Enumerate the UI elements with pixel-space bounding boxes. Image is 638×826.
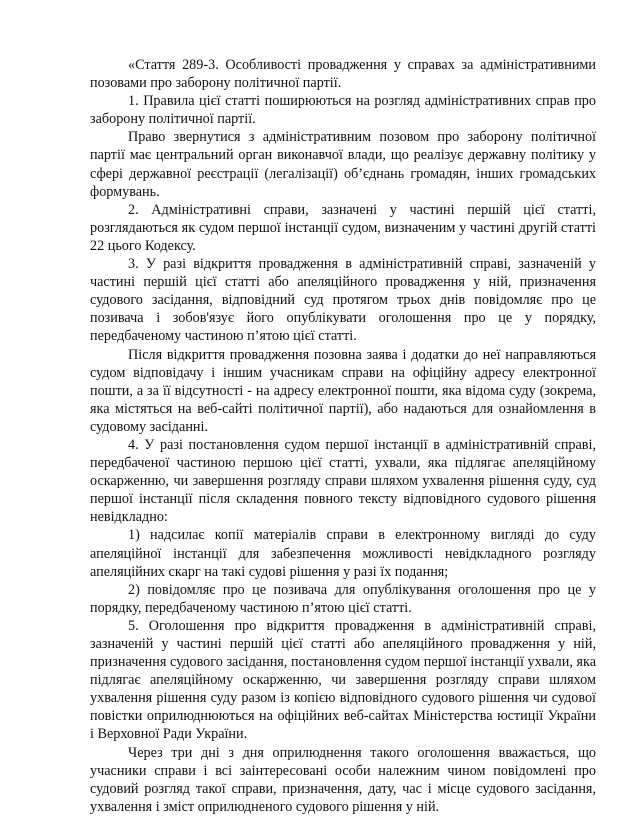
paragraph-part-5: 5. Оголошення про відкриття провадження в адміністративній справі, зазначеній у частині першій цієї статті або апеляційного провадження у ній, призначення судового засідання, постановлення судом першої інстанції ухвали, яка підлягає апеляційному оскарженню, чи завершення розгляду справи шляхом ухвалення рішення суду разом із копією відповідного судового рішення чи судової повістки оприлюднюються на офіційних веб-сайтах Міністерства юстиції України і Верховної Ради України. [90,617,596,743]
paragraph-item-1: 1) надсилає копії матеріалів справи в електронному вигляді до суду апеляційної інстанції для забезпечення можливості невідкладного розгляду апеляційних скарг на такі судові рішення у разі їх подання; [90,527,596,580]
paragraph-right-to-sue: Право звернутися з адміністративним позовом про заборону політичної партії має центральний орган виконавчої влади, що реалізує державну політику у сфері державної реєстрації (легалізації) об’єднань громадян, інших громадських формувань. [90,129,596,200]
paragraph-part-2: 2. Адміністративні справи, зазначені у частині першій цієї статті, розглядаються як судом першої інстанції судом, визначеним у частині другій статті 22 цього Кодексу. [90,201,596,254]
paragraph-part-3: 3. У разі відкриття провадження в адміністративній справі, зазначеній у частині першій цієї статті або апеляційного провадження у ній, призначення судового засідання, відповідний суд протягом трьох днів повідомляє про це позивача і зобов'язує його опублікувати оголошення про це у порядку, передбаченому частиною п’ятою цієї статті. [90,256,596,345]
paragraph-notification-period: Через три дні з дня оприлюднення такого оголошення вважається, що учасники справи і всі заінтересовані особи належним чином повідомлені про судовий розгляд такої справи, призначення, дату, час і місце судового засідання, ухвалення і зміст оприлюдненого судового рішення у ній. [90,744,596,815]
paragraph-item-2: 2) повідомляє про це позивача для опублікування оголошення про це у порядку, передбаченому частиною п’ятою цієї статті. [90,581,596,616]
paragraph-part-4: 4. У разі постановлення судом першої інстанції в адміністративній справі, передбаченої частиною першою цієї статті, ухвали, яка підлягає апеляційному оскарженню, чи завершення розгляду справи шляхом ухвалення рішення суду, суд першої інстанції після складення повного тексту відповідного судового рішення невідкладно: [90,436,596,526]
document-page [90,56,596,816]
article-title-paragraph: «Стаття 289-3. Особливості провадження у справах за адміністративними позовами про заборону політичної партії. [90,57,596,92]
paragraph-part-1: 1. Правила цієї статті поширюються на розгляд адміністративних справ про заборону політичної партії. [90,93,596,128]
paragraph-claim-delivery: Після відкриття провадження позовна заява і додатки до неї направляються судом відповідачу і іншим учасникам справи на офіційну адресу електронної пошти, а за її відсутності - на адресу електронної пошти, яка відома суду (зокрема, яка містяться на веб-сайті політичної партії), або надаються для ознайомлення в судовому засіданні. [90,346,596,435]
